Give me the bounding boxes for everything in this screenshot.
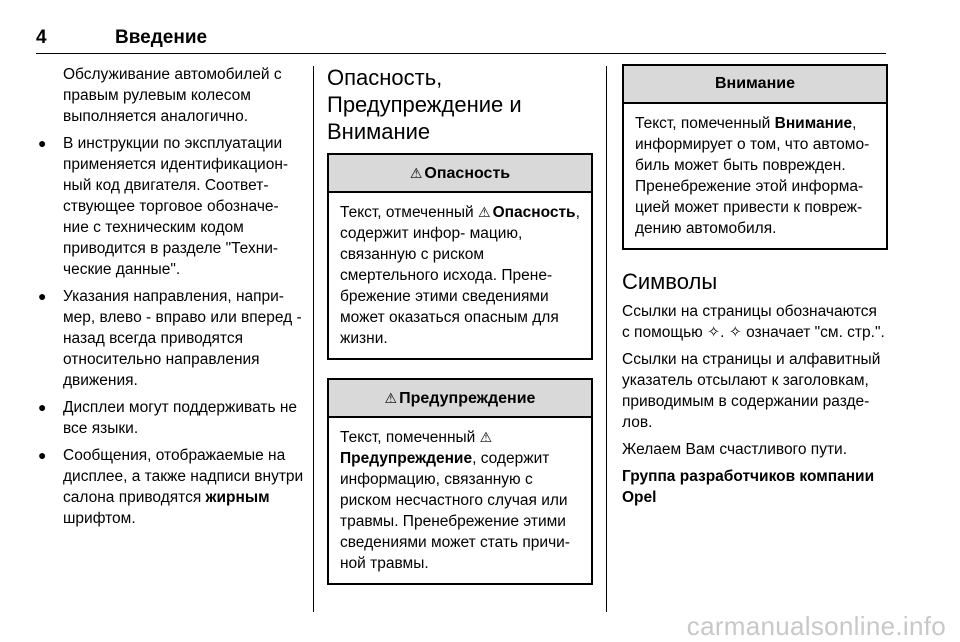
danger-box-heading (329, 155, 591, 193)
intro-paragraph: Обслуживание автомобилей с правым рулевым колесом выполняется аналогично. (63, 66, 282, 125)
bullet-icon: ● (38, 288, 47, 304)
warning-box (327, 378, 593, 585)
danger-text: Текст, отмеченный (340, 204, 474, 221)
caution-text-rest: , информирует о том, что автомо- биль может быть поврежден. Пренебрежение этой информа- цией может привести к повреж- дению автомобиля. (635, 115, 870, 237)
danger-heading-text: Опасность (424, 165, 511, 182)
page-ref-icon: ✧ (707, 324, 721, 341)
list-item (36, 397, 304, 439)
warning-text: Текст, помеченный (340, 429, 476, 446)
list-item (36, 445, 304, 529)
caution-box-body (624, 104, 886, 248)
warning-box-heading (329, 380, 591, 418)
warning-term: Предупреждение (340, 450, 473, 467)
danger-box (327, 153, 593, 360)
warning-triangle-icon: ⚠ (409, 165, 423, 181)
page-number: 4 (36, 27, 47, 48)
bullet-icon: ● (38, 135, 47, 151)
bold-term: жирным (205, 489, 270, 506)
danger-text-rest: , содержит инфор- мацию, связанную с риском смертельного исхода. Прене- брежение этими сведениями может оказаться опасным для жизни. (340, 204, 580, 347)
warning-triangle-icon: ⚠ (384, 390, 398, 406)
caution-text: Текст, помеченный (635, 115, 771, 132)
bullet-icon: ● (38, 399, 47, 415)
symbols-dot: . (720, 324, 725, 341)
column-divider-left (313, 66, 314, 612)
list-item (36, 286, 304, 391)
caution-box-heading: Внимание (624, 66, 886, 104)
warning-triangle-icon: ⚠ (479, 429, 493, 445)
list-item-text: Указания направления, напри- мер, влево - вправо или вперед - назад всегда приводятся относительно направления движения. (63, 288, 302, 389)
column-right (622, 64, 888, 514)
column-divider-right (606, 66, 607, 612)
warning-heading-text: Предупреждение (399, 390, 536, 407)
symbols-paragraph (622, 301, 888, 343)
index-paragraph: Ссылки на страницы и алфавитный указатель отсылают к заголовкам, приводимым в содержании разде- лов. (622, 351, 881, 431)
list-item-text-end: шрифтом. (63, 510, 136, 527)
danger-box-body (329, 193, 591, 358)
list-item-text: Сообщения, отображаемые на дисплее, а также надписи внутри салона приводятся (63, 447, 304, 506)
column-middle (327, 64, 593, 603)
list-item-text: В инструкции по эксплуатации применяется идентификацион- ный код двигателя. Соответ- ствующее торговое обозначе- ние с техническим кодом приводится в разделе "Техни- ческие данные". (63, 135, 289, 278)
caution-box (622, 64, 888, 250)
section-title: Опасность, Предупреждение и Внимание (327, 65, 522, 144)
warning-text-rest: , содержит информацию, связанную с риском несчастного случая или травмы. Пренебрежение этими сведениями может стать причи- ной травмы. (340, 450, 570, 572)
list-item (36, 133, 304, 280)
bullet-list (36, 133, 304, 529)
symbols-text: Ссылки на страницы обозначаются с помощью (622, 303, 877, 341)
watermark: carmanualsonline.info (686, 611, 946, 641)
bullet-icon: ● (38, 447, 47, 463)
danger-term: Опасность (492, 204, 576, 221)
chapter-title: Введение (115, 27, 208, 48)
symbols-text-rest: означает "см. стр.". (746, 324, 885, 341)
signature: Группа разработчиков компании Opel (622, 468, 875, 506)
wish-paragraph: Желаем Вам счастливого пути. (622, 441, 848, 458)
symbols-title: Символы (622, 269, 718, 294)
list-item-text: Дисплеи могут поддерживать не все языки. (63, 399, 298, 437)
caution-term: Внимание (774, 115, 853, 132)
warning-box-body (329, 418, 591, 583)
column-left (36, 64, 304, 535)
page-header (36, 27, 886, 54)
warning-triangle-icon: ⚠ (478, 204, 491, 220)
page-ref-icon: ✧ (728, 324, 742, 341)
